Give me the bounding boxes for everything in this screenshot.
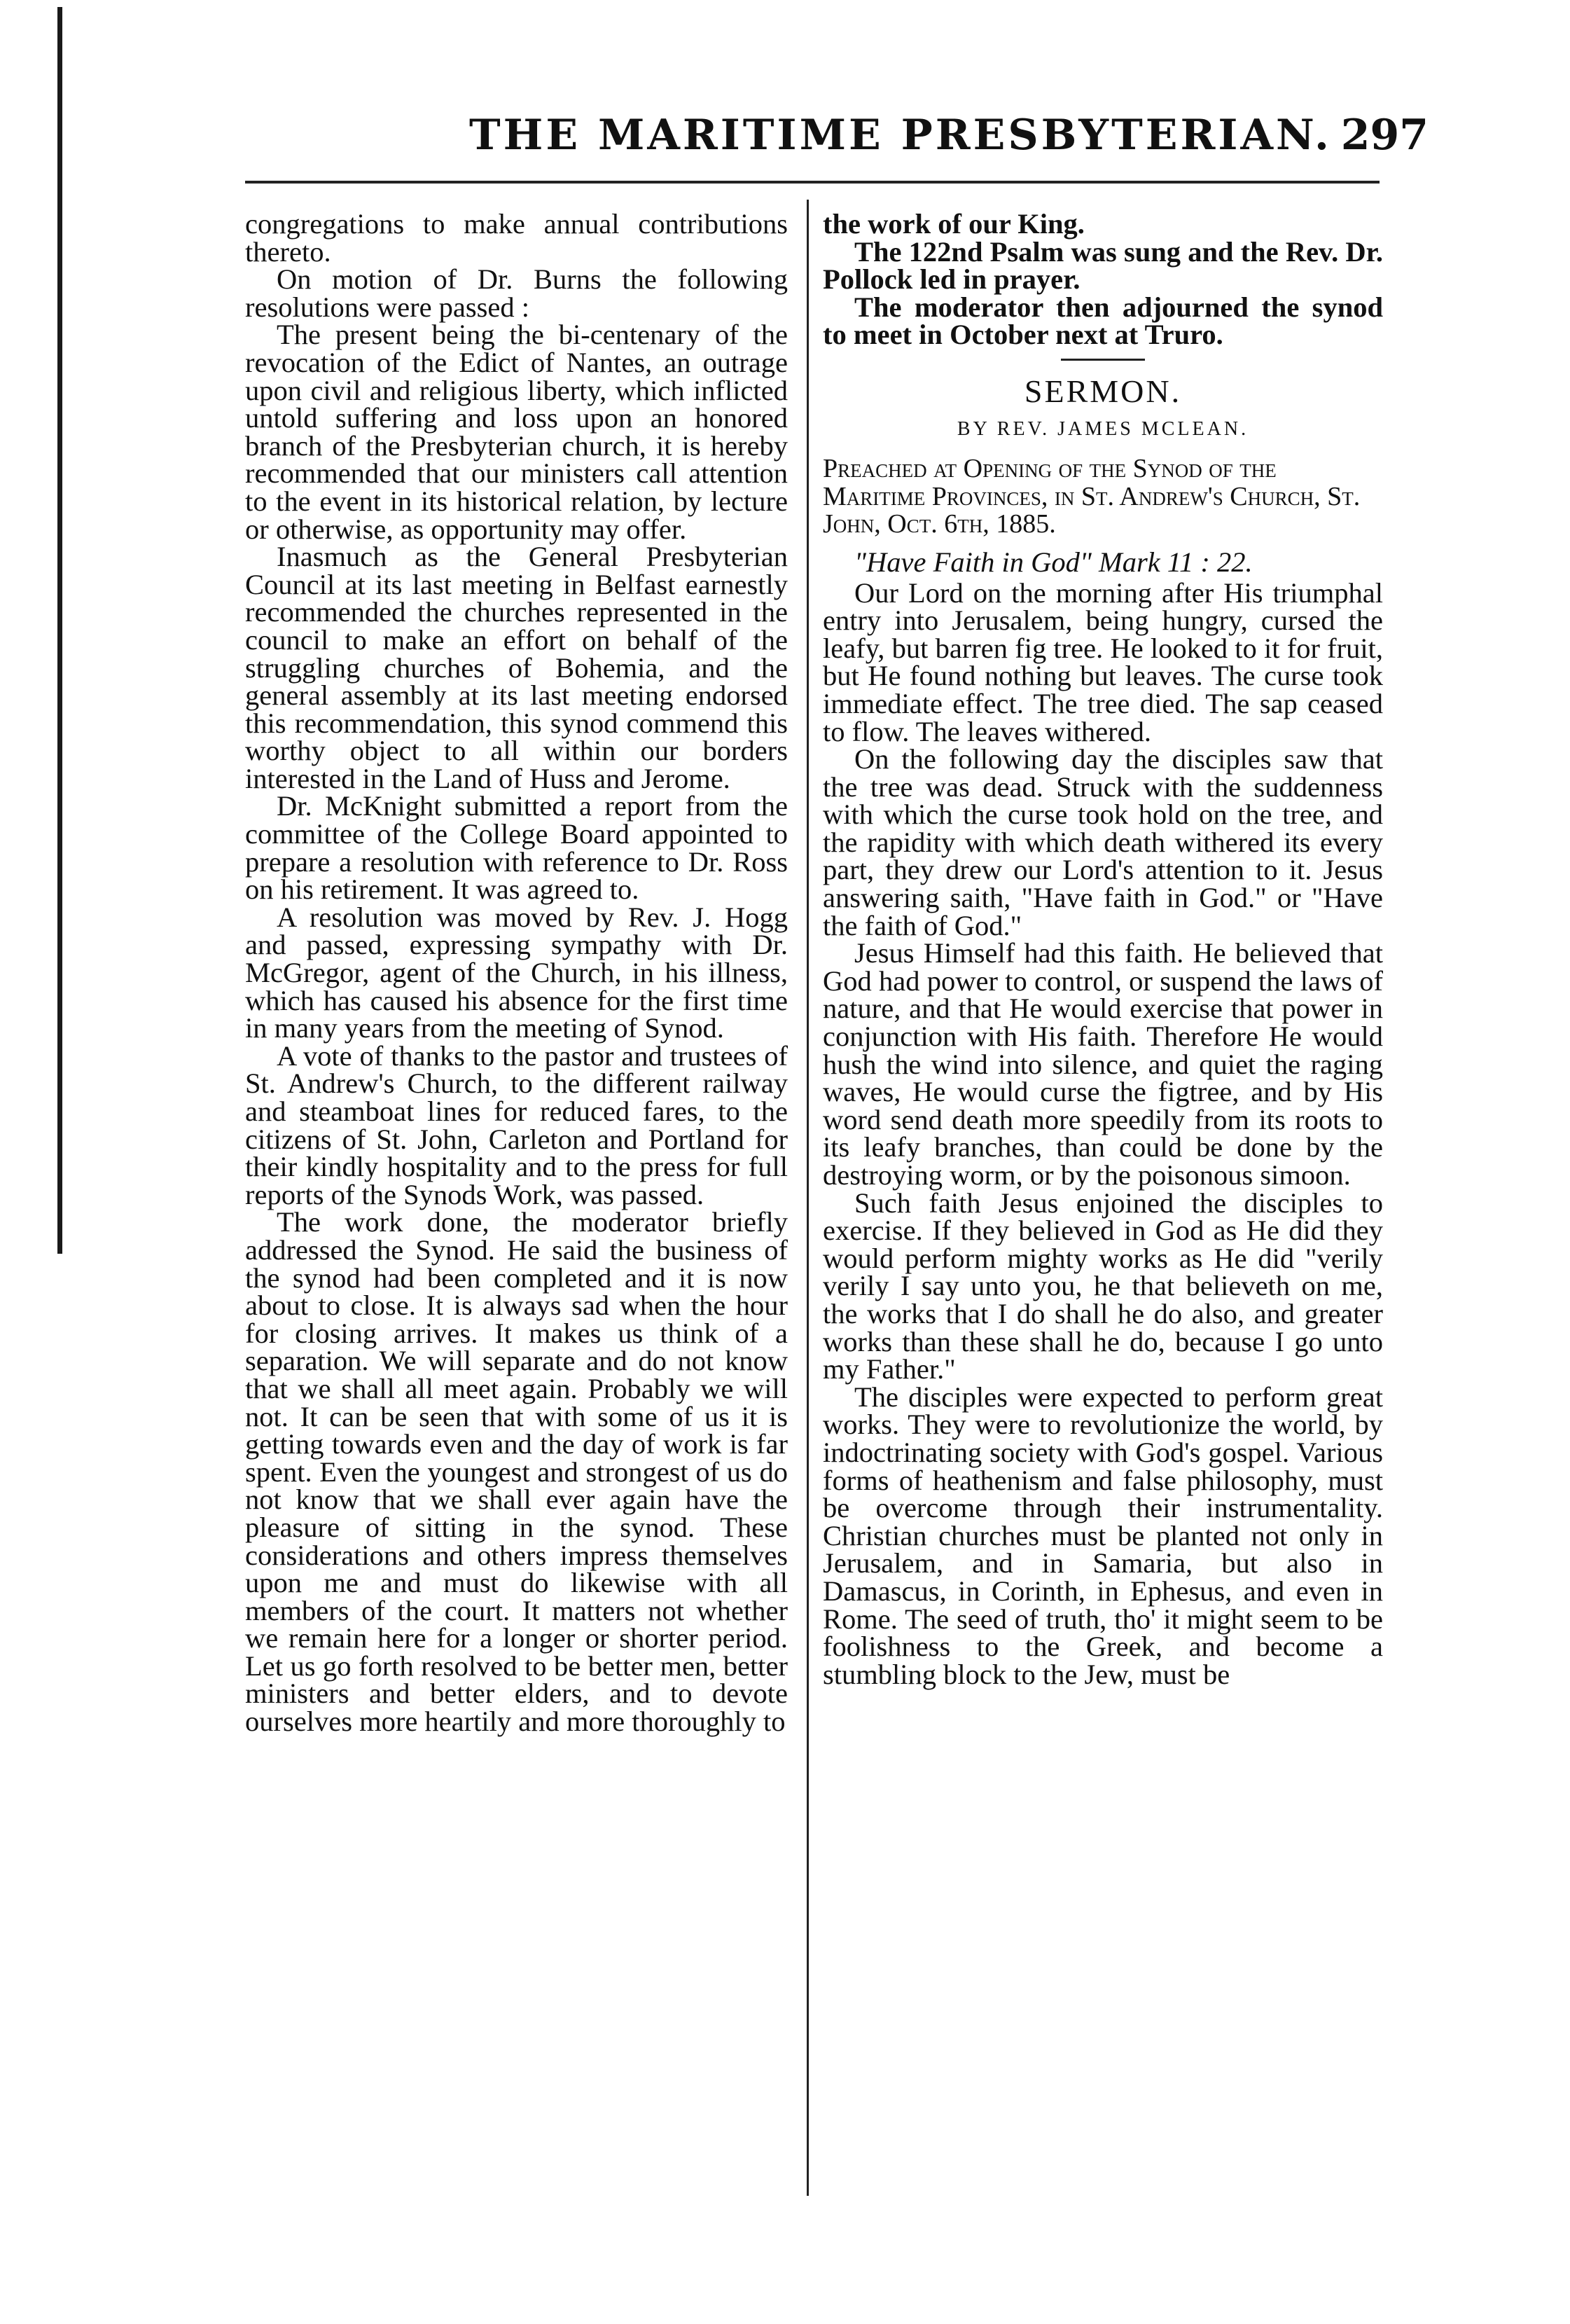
paragraph: On motion of Dr. Burns the following resolutions were passed : <box>245 263 788 323</box>
sermon-occasion: Preached at Opening of the Synod of the Maritime Provinces, in St. Andrew's Church, St. John, Oct. 6th, 1885. <box>823 454 1361 539</box>
sermon-text: "Have Faith in God" Mark 11 : 22. <box>854 546 1253 578</box>
sermon-heading: SERMON. <box>1024 373 1182 409</box>
paragraph: Inasmuch as the General Presbyterian Council at its last meeting in Belfast earnestly recommended the churches represented in the council to make an effort on behalf of the struggling churches of Bohemia, and the general assembly at its last meeting endorsed this recommendation, this synod commend this worthy object to all within our borders interested in the Land of Huss and Jerome. <box>245 541 788 794</box>
paragraph: Jesus Himself had this faith. He believed that God had power to control, or suspend the laws of nature, and that He would exercise that power in conjunction with His faith. Therefore He would hush the wind into silence, and quiet the raging waves, He would curse the figtree, and by His word send death more speedily from its roots to its leafy branches, than could be done by the destroying worm, or by the poisonous simoon. <box>823 937 1383 1191</box>
paragraph: The moderator then adjourned the synod to meet in October next at Truro. <box>823 291 1383 351</box>
paragraph: The present being the bi-centenary of the revocation of the Edict of Nantes, an outrage upon civil and religious liberty, which inflicted untold suffering and loss upon an honored branch of the Presbyterian church, it is hereby recommended that our ministers call attention to the event in its historical relation, by lecture or otherwise, as opportunity may offer. <box>245 319 788 545</box>
paragraph: the work of our King. <box>823 208 1085 240</box>
paragraph: The work done, the moderator briefly addressed the Synod. He said the business of the synod had been completed and it is now about to close. It is always sad when the hour for closing arrives. It makes us think of a separation. We will separate and do not know that we shall all meet again. Probably we will not. It can be seen that with some of us it is getting towards even and the day of work is far spent. Even the youngest and strongest of us do not know that we shall ever again have the pleasure of sitting in the synod. These considerations and others impress themselves upon me and must do likewise with all members of the court. It matters not whether we remain here for a longer or shorter period. Let us go forth resolved to be better men, better ministers and better elders, and to devote ourselves more heartily and more thoroughly to <box>245 1206 788 1738</box>
column-divider <box>807 200 809 2196</box>
page-number: 297 <box>1340 111 1429 160</box>
publication-title: THE MARITIME PRESBYTERIAN. <box>469 111 1332 160</box>
sermon-byline: BY REV. JAMES MCLEAN. <box>957 417 1249 440</box>
right-column <box>823 210 1383 1688</box>
paragraph: Such faith Jesus enjoined the disciples to exercise. If they believed in God as He did they would perform mighty works as He did "verily verily I say unto you, he that believeth on me, the works that I do shall he do also, and greater works than these shall he do, because I go unto my Father." <box>823 1187 1383 1385</box>
paragraph: congregations to make annual contributions thereto. <box>245 208 788 268</box>
paragraph: Dr. McKnight submitted a report from the committee of the College Board appointed to prepare a resolution with reference to Dr. Ross on his retirement. It was agreed to. <box>245 790 788 906</box>
header-rule <box>245 181 1380 184</box>
paragraph: Our Lord on the morning after His triumphal entry into Jerusalem, being hungry, cursed the leafy, but barren fig tree. He looked to it for fruit, but He found nothing but leaves. The curse took immediate effect. The tree died. The sap ceased to flow. The leaves withered. <box>823 576 1383 747</box>
section-rule <box>1061 359 1145 361</box>
page-header <box>238 105 1429 168</box>
paragraph: The 122nd Psalm was sung and the Rev. Dr. Pollock led in prayer. <box>823 235 1383 296</box>
paragraph: On the following day the disciples saw that the tree was dead. Struck with the suddenness with which the curse took hold on the tree, and the rapidity with which death withered its every part, they drew our Lord's attention to it. Jesus answering saith, "Have faith in God." or "Have the faith of God." <box>823 743 1383 941</box>
scan-edge-shadow <box>57 7 62 1254</box>
left-column <box>245 210 788 1736</box>
paragraph: A vote of thanks to the pastor and trustees of St. Andrew's Church, to the different railway and steamboat lines for reduced fares, to the citizens of St. John, Carleton and Portland for their kindly hospitality and to the press for full reports of the Synods Work, was passed. <box>245 1039 788 1210</box>
paragraph: The disciples were expected to perform great works. They were to revolutionize the world, by indoctrinating society with God's gospel. Various forms of heathenism and false philosophy, must be overcome through their instrumentality. Christian churches must be planted not only in Jerusalem, and in Samaria, but also in Damascus, in Corinth, in Ephesus, and even in Rome. The seed of truth, tho' it might seem to be foolishness to the Greek, and become a stumbling block to the Jew, must be <box>823 1381 1383 1690</box>
paragraph: A resolution was moved by Rev. J. Hogg and passed, expressing sympathy with Dr. McGregor, agent of the Church, in his illness, which has caused his absence for the first time in many years from the meeting of Synod. <box>245 901 788 1044</box>
